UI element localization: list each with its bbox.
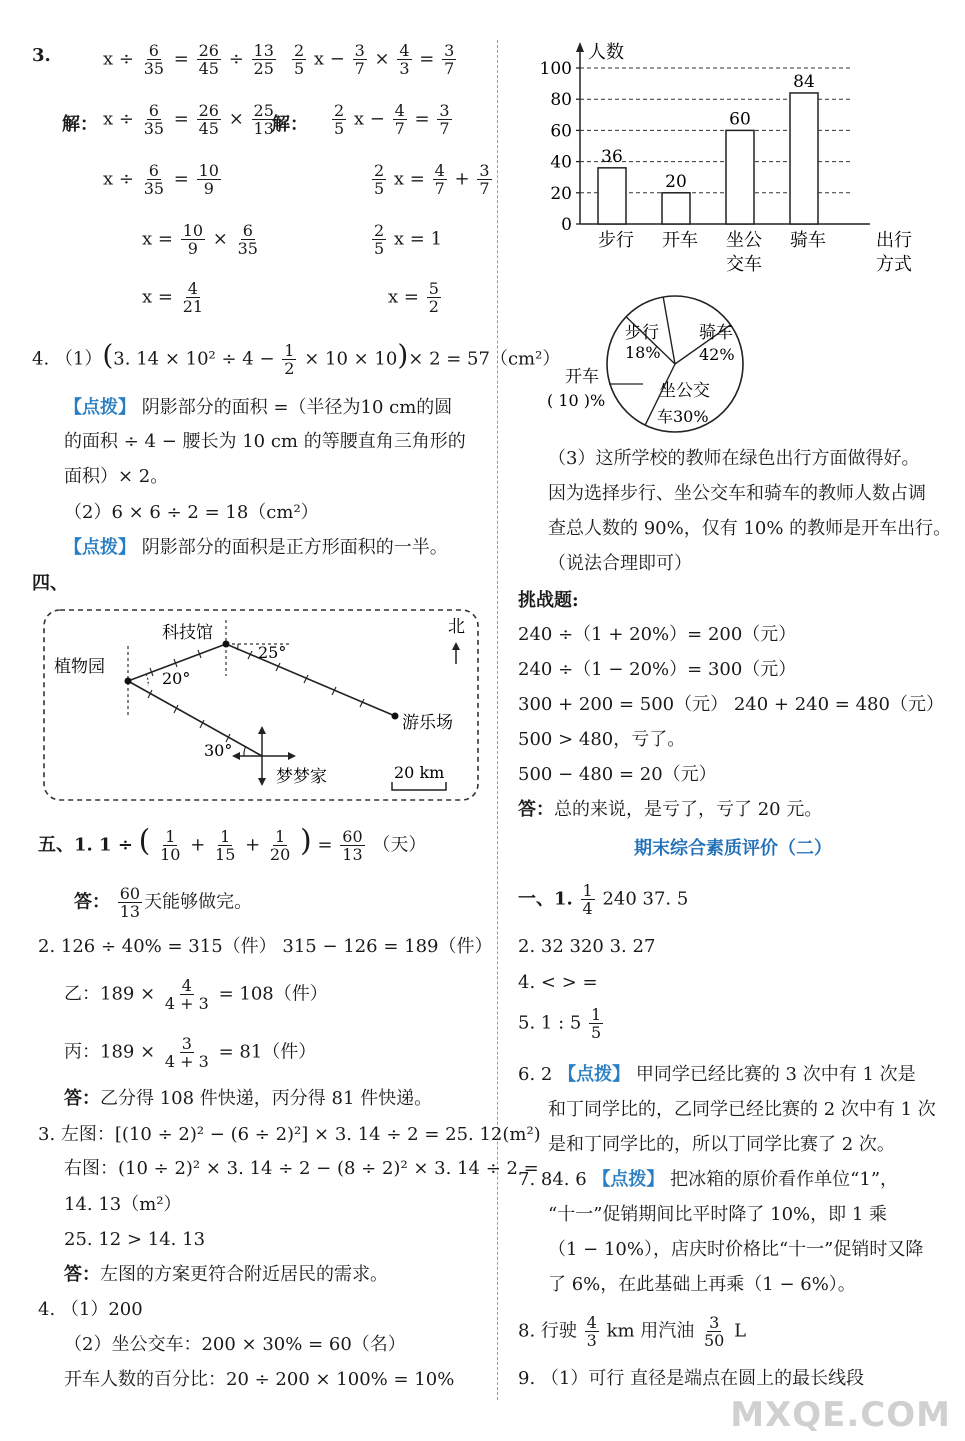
cross-arrow-left <box>232 752 240 760</box>
e7-line3: （1 − 10%），店庆时价格比“十一”促销时又降 <box>548 1239 924 1260</box>
bar-category-label-1-0: 开车 <box>662 230 698 251</box>
scale-bar <box>392 782 446 790</box>
s5-q2-answer: 答：乙分得 108 件快递，丙分得 81 件快递。 <box>64 1088 433 1109</box>
angle-25-label: 25° <box>258 643 287 662</box>
pie-label-bike: 骑车 <box>699 323 733 343</box>
pie-chart <box>535 286 775 446</box>
cross-arrow-down <box>258 778 266 786</box>
bar-value-label-1: 20 <box>665 171 687 192</box>
e2: 2. 32 320 3. 27 <box>518 936 656 957</box>
angle-20-label: 20° <box>162 669 191 688</box>
scale-label: 20 km <box>394 763 445 782</box>
bar-0 <box>598 168 626 224</box>
challenge-line5: 500 − 480 = 20（元） <box>518 764 717 785</box>
e5: 5. 1 : 5 $\frac{1}{5}$ <box>518 1005 602 1042</box>
p3-line3: 查总人数的 90%，仅有 10% 的教师是开车出行。 <box>548 518 952 539</box>
bar-value-label-3: 84 <box>793 71 815 92</box>
watermark-logo: MXQE.COM <box>730 1395 951 1435</box>
s5-q3-answer: 答：左图的方案更符合附近居民的需求。 <box>64 1264 388 1285</box>
e6-line2: 和丁同学比的，乙同学已经比赛的 2 次中有 1 次 <box>548 1099 936 1120</box>
q4-tip2: 【点拨】 阴影部分的面积是正方形面积的一半。 <box>64 537 448 558</box>
bar-category-label-2-0: 坐公 <box>726 230 762 251</box>
bar-category-label-3-0: 骑车 <box>790 230 826 251</box>
s5-q4-line1: 4. （1）200 <box>38 1299 143 1320</box>
y-axis-arrow <box>576 42 584 52</box>
angle-arc-30 <box>244 746 246 756</box>
kejiguan-label: 科技馆 <box>162 623 213 643</box>
q3-eq-b2: $\frac{2}{5}$ x − $\frac{4}{7}$ = $\frac{3}{7}$ <box>334 101 450 138</box>
angle-arc-20 <box>146 674 148 686</box>
challenge-line4: 500 > 480，亏了。 <box>518 729 686 750</box>
north-arrow-head <box>452 642 460 650</box>
pie-pct-bike: 42% <box>699 345 735 364</box>
challenge-line2: 240 ÷（1 − 20%）= 300（元） <box>518 659 797 680</box>
angle-30-label: 30° <box>204 741 233 760</box>
challenge-title: 挑战题: <box>518 590 579 611</box>
bar-value-label-2: 60 <box>729 109 751 130</box>
q4-tip1-line2: 的面积 ÷ 4 − 腰长为 10 cm 的等腰直角三角形的 <box>64 431 466 452</box>
q4-line1: 4. （1）(3. 14 × 10² ÷ 4 − $\frac{1}{2}$ × 10 × 10)× 2 = 57（cm²） <box>32 338 561 378</box>
bar-category-label-2-1: 交车 <box>726 254 762 275</box>
q3-jie-label: 解： <box>62 114 98 135</box>
x-axis-title-0: 出行 <box>876 230 912 251</box>
ytick-label-0: 0 <box>561 215 572 235</box>
e7-line4: 了 6%，在此基础上再乘（1 − 6%）。 <box>548 1274 856 1295</box>
s5-q3-line3: 14. 13（m²） <box>64 1194 182 1215</box>
bar-chart-ticks <box>540 59 580 235</box>
q3-eq-a5: x = $\frac{4}{21}$ <box>142 279 204 316</box>
column-divider <box>497 40 498 1400</box>
q3-eq-a4: x = $\frac{10}{9}$ × $\frac{6}{35}$ <box>142 221 258 258</box>
y-axis-title: 人数 <box>588 42 624 63</box>
q3-eq-b1: $\frac{2}{5}$ x − $\frac{3}{7}$ × $\frac{4}{3}$ = $\frac{3}{7}$ <box>294 41 455 78</box>
mengmengjia-label: 梦梦家 <box>276 767 327 787</box>
kejiguan-point <box>223 641 230 648</box>
zhiwuyuan-label: 植物园 <box>54 657 105 677</box>
q3-eq-b3: $\frac{2}{5}$ x = $\frac{4}{7}$ + $\frac{3}{7}$ <box>374 161 490 198</box>
ytick-label-60: 60 <box>550 121 572 142</box>
youlechang-label: 游乐场 <box>402 713 453 733</box>
s5-q2-line2: 乙：189 × $\frac{4}{4 + 3}$ = 108（件） <box>64 976 328 1013</box>
direction-map <box>40 606 482 804</box>
q3-eq-a2: x ÷ $\frac{6}{35}$ = $\frac{26}{45}$ × $\frac{25}{13}$ <box>103 101 274 138</box>
s5-q4-line2: （2）坐公交车：200 × 30% = 60（名） <box>64 1334 406 1355</box>
section4-title: 四、 <box>32 573 68 594</box>
p3-line2: 因为选择步行、坐公交车和骑车的教师人数占调 <box>548 483 926 504</box>
q3-number: 3. <box>32 45 51 66</box>
s5-q3-line4: 25. 12 > 14. 13 <box>64 1229 206 1250</box>
s5-q2-line1: 2. 126 ÷ 40% = 315（件） 315 − 126 = 189（件） <box>38 936 493 957</box>
s5-q1-answer: 答： $\frac{60}{13}$ 天能够做完。 <box>74 884 253 921</box>
pie-pct-walk: 18% <box>625 343 661 362</box>
q3-eq-a1: x ÷ $\frac{6}{35}$ = $\frac{26}{45}$ ÷ $\frac{13}{25}$ <box>103 41 274 78</box>
q3-eq-b4: $\frac{2}{5}$ x = 1 <box>374 221 443 258</box>
north-label: 北 <box>448 617 465 637</box>
q3-eq-b5: x = $\frac{5}{2}$ <box>388 279 439 316</box>
q4-line2: （2）6 × 6 ÷ 2 = 18（cm²） <box>64 502 319 523</box>
ytick-label-100: 100 <box>539 59 572 79</box>
bar-chart-bars <box>598 93 818 224</box>
angle-arc-25 <box>237 644 238 650</box>
route-ticks <box>148 650 364 742</box>
e9: 9. （1）可行 直径是端点在圆上的最长线段 <box>518 1368 865 1389</box>
bar-category-label-0-0: 步行 <box>598 230 634 251</box>
e4: 4. < > = <box>518 972 598 993</box>
q3-eq-a3: x ÷ $\frac{6}{35}$ = $\frac{10}{9}$ <box>103 161 219 198</box>
section-title: 期末综合素质评价（二） <box>634 838 832 859</box>
bar-3 <box>790 93 818 224</box>
ytick-label-20: 20 <box>550 183 572 204</box>
pie-label-walk: 步行 <box>625 323 659 343</box>
e6-line1: 6. 2 【点拨】 甲同学已经比赛的 3 次中有 1 次是 <box>518 1064 916 1085</box>
x-axis-title-1: 方式 <box>876 254 912 275</box>
s5-q3-line1: 3. 左图：[(10 ÷ 2)² − (6 ÷ 2)²] × 3. 14 ÷ 2 = 25. 12(m²) <box>38 1124 541 1145</box>
route-zhiwuyuan-mengmengjia <box>128 681 262 756</box>
challenge-answer: 答：总的来说，是亏了，亏了 20 元。 <box>518 799 823 820</box>
route-kejiguan-youlechang <box>226 644 395 716</box>
ytick-label-80: 80 <box>550 90 572 111</box>
e6-line3: 是和丁同学比的，所以丁同学比赛了 2 次。 <box>548 1134 895 1155</box>
e7-line1: 7. 84. 6 【点拨】 把冰箱的原价看作单位“1”， <box>518 1169 899 1190</box>
p3-line4: （说法合理即可） <box>548 553 692 574</box>
challenge-line1: 240 ÷（1 + 20%）= 200（元） <box>518 624 797 645</box>
s5-q2-line3: 丙：189 × $\frac{3}{4 + 3}$ = 81（件） <box>64 1034 317 1071</box>
cross-arrow-right <box>288 752 296 760</box>
e8: 8. 行驶 $\frac{4}{3}$ km 用汽油 $\frac{3}{50}$ L <box>518 1313 747 1350</box>
zhiwuyuan-point <box>125 678 132 685</box>
q4-tip1-line1: 【点拨】 阴影部分的面积 =（半径为10 cm的圆 <box>64 397 453 418</box>
s5-q1: 五、1. 1 ÷ ( $\frac{1}{10}$ + $\frac{1}{15}$ + $\frac{1}{20}$ ) = $\frac{60}{13}$ （天） <box>38 823 427 864</box>
bar-1 <box>662 193 690 224</box>
p3-line1: （3）这所学校的教师在绿色出行方面做得好。 <box>548 448 920 469</box>
bar-chart-labels <box>598 72 912 275</box>
pie-pct-drive: ( 10 )% <box>547 391 606 410</box>
pie-label-drive: 开车 <box>565 367 599 387</box>
cross-arrow-up <box>258 726 266 734</box>
bar-2 <box>726 130 754 224</box>
q3-jie-label-2: 解： <box>272 114 308 135</box>
bar-value-label-0: 36 <box>601 146 623 167</box>
e1: 一、1. $\frac{1}{4}$ 240 37. 5 <box>518 881 689 918</box>
e7-line2: “十一”促销期间比平时降了 10%，即 1 乘 <box>548 1204 888 1225</box>
s5-q3-line2: 右图：(10 ÷ 2)² × 3. 14 ÷ 2 − (8 ÷ 2)² × 3. 14 ÷ 2 = <box>64 1158 539 1179</box>
s5-q4-line3: 开车人数的百分比：20 ÷ 200 × 100% = 10% <box>64 1369 455 1390</box>
challenge-line3: 300 + 200 = 500（元） 240 + 240 = 480（元） <box>518 694 944 715</box>
youlechang-point <box>392 713 399 720</box>
pie-label-bus: 坐公交 <box>659 381 710 401</box>
bar-chart <box>510 38 930 280</box>
ytick-label-40: 40 <box>550 152 572 173</box>
pie-pct-bus: 车30% <box>657 407 709 426</box>
q4-tip1-line3: 面积）× 2。 <box>64 466 169 487</box>
